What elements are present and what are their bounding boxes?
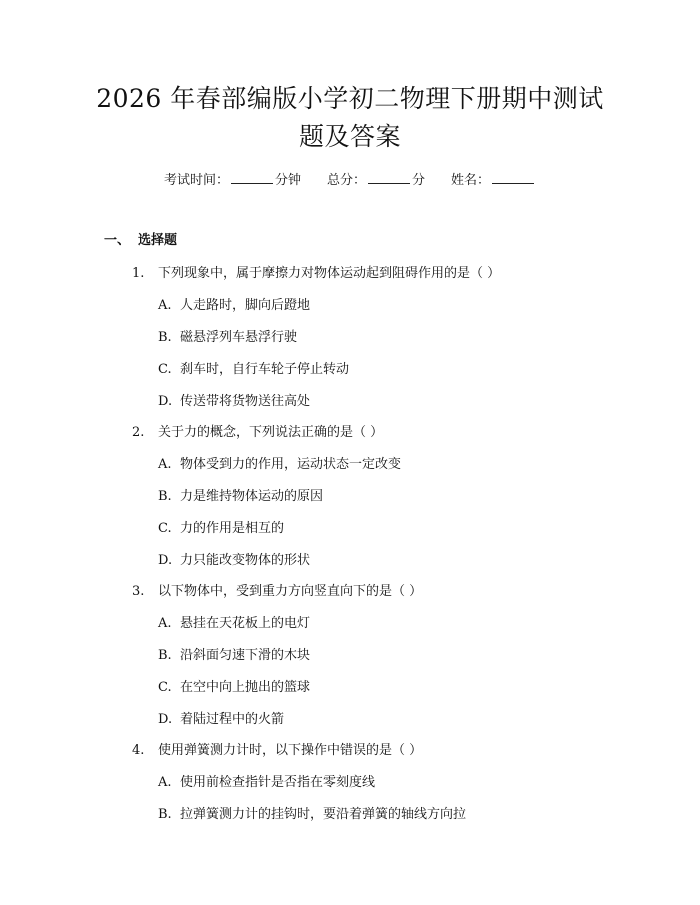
- question-text: 以下物体中，受到重力方向竖直向下的是（ ）: [158, 584, 423, 599]
- option-letter: B.: [158, 489, 172, 504]
- name-label: 姓名：: [451, 173, 491, 188]
- option-letter: C.: [158, 680, 172, 695]
- title-line-1: 2026 年春部编版小学初二物理下册期中测试: [96, 84, 604, 113]
- section-title: 选择题: [138, 233, 178, 248]
- option-c[interactable]: [158, 358, 349, 377]
- option-letter: A.: [158, 298, 172, 313]
- option-text: 磁悬浮列车悬浮行驶: [180, 330, 298, 345]
- question-text: 下列现象中，属于摩擦力对物体运动起到阻碍作用的是（ ）: [158, 266, 501, 281]
- option-a[interactable]: [158, 612, 310, 631]
- question-text: 关于力的概念，下列说法正确的是（ ）: [158, 425, 384, 440]
- option-d[interactable]: [158, 390, 310, 409]
- document-title: [0, 80, 700, 156]
- option-letter: A.: [158, 457, 172, 472]
- option-text: 沿斜面匀速下滑的木块: [180, 648, 311, 663]
- option-text: 在空中向上抛出的篮球: [180, 680, 311, 695]
- option-letter: A.: [158, 775, 172, 790]
- option-text: 着陆过程中的火箭: [180, 712, 285, 727]
- exam-info-line: [0, 169, 700, 188]
- option-text: 使用前检查指针是否指在零刻度线: [180, 775, 376, 790]
- score-blank[interactable]: [368, 172, 410, 184]
- option-letter: D.: [158, 394, 173, 409]
- option-text: 物体受到力的作用，运动状态一定改变: [180, 457, 402, 472]
- option-d[interactable]: [158, 708, 284, 727]
- option-letter: A.: [158, 616, 172, 631]
- score-label: 总分：: [326, 173, 366, 188]
- question-number: 3.: [132, 584, 145, 599]
- option-text: 刹车时，自行车轮子停止转动: [180, 362, 350, 377]
- question-2: [132, 421, 383, 440]
- question-number: 2.: [132, 425, 145, 440]
- name-blank[interactable]: [492, 172, 534, 184]
- question-number: 4.: [132, 743, 145, 758]
- option-b[interactable]: [158, 644, 310, 663]
- option-text: 拉弹簧测力计的挂钩时，要沿着弹簧的轴线方向拉: [180, 807, 467, 822]
- option-text: 人走路时，脚向后蹬地: [180, 298, 311, 313]
- option-letter: D.: [158, 553, 173, 568]
- question-3: [132, 580, 422, 599]
- option-b[interactable]: [158, 326, 297, 345]
- option-c[interactable]: [158, 676, 310, 695]
- option-text: 悬挂在天花板上的电灯: [180, 616, 311, 631]
- option-b[interactable]: [158, 803, 466, 822]
- question-1: [132, 262, 500, 281]
- option-d[interactable]: [158, 549, 310, 568]
- question-4: [132, 739, 422, 758]
- section-number: 一、: [104, 233, 131, 248]
- option-a[interactable]: [158, 771, 375, 790]
- option-letter: C.: [158, 362, 172, 377]
- option-letter: B.: [158, 807, 172, 822]
- option-text: 传送带将货物送往高处: [180, 394, 311, 409]
- option-letter: B.: [158, 648, 172, 663]
- option-text: 力的作用是相互的: [180, 521, 285, 536]
- option-c[interactable]: [158, 517, 284, 536]
- option-b[interactable]: [158, 485, 323, 504]
- option-letter: B.: [158, 330, 172, 345]
- option-letter: C.: [158, 521, 172, 536]
- section-heading: [104, 229, 177, 248]
- option-letter: D.: [158, 712, 173, 727]
- option-text: 力只能改变物体的形状: [180, 553, 311, 568]
- option-text: 力是维持物体运动的原因: [180, 489, 324, 504]
- option-a[interactable]: [158, 294, 310, 313]
- question-text: 使用弹簧测力计时，以下操作中错误的是（ ）: [158, 743, 423, 758]
- title-line-2: 题及答案: [298, 122, 401, 151]
- time-unit: 分钟: [274, 173, 301, 188]
- question-number: 1.: [132, 266, 145, 281]
- time-blank[interactable]: [231, 172, 273, 184]
- time-label: 考试时间：: [163, 173, 229, 188]
- score-unit: 分: [412, 173, 426, 188]
- option-a[interactable]: [158, 453, 401, 472]
